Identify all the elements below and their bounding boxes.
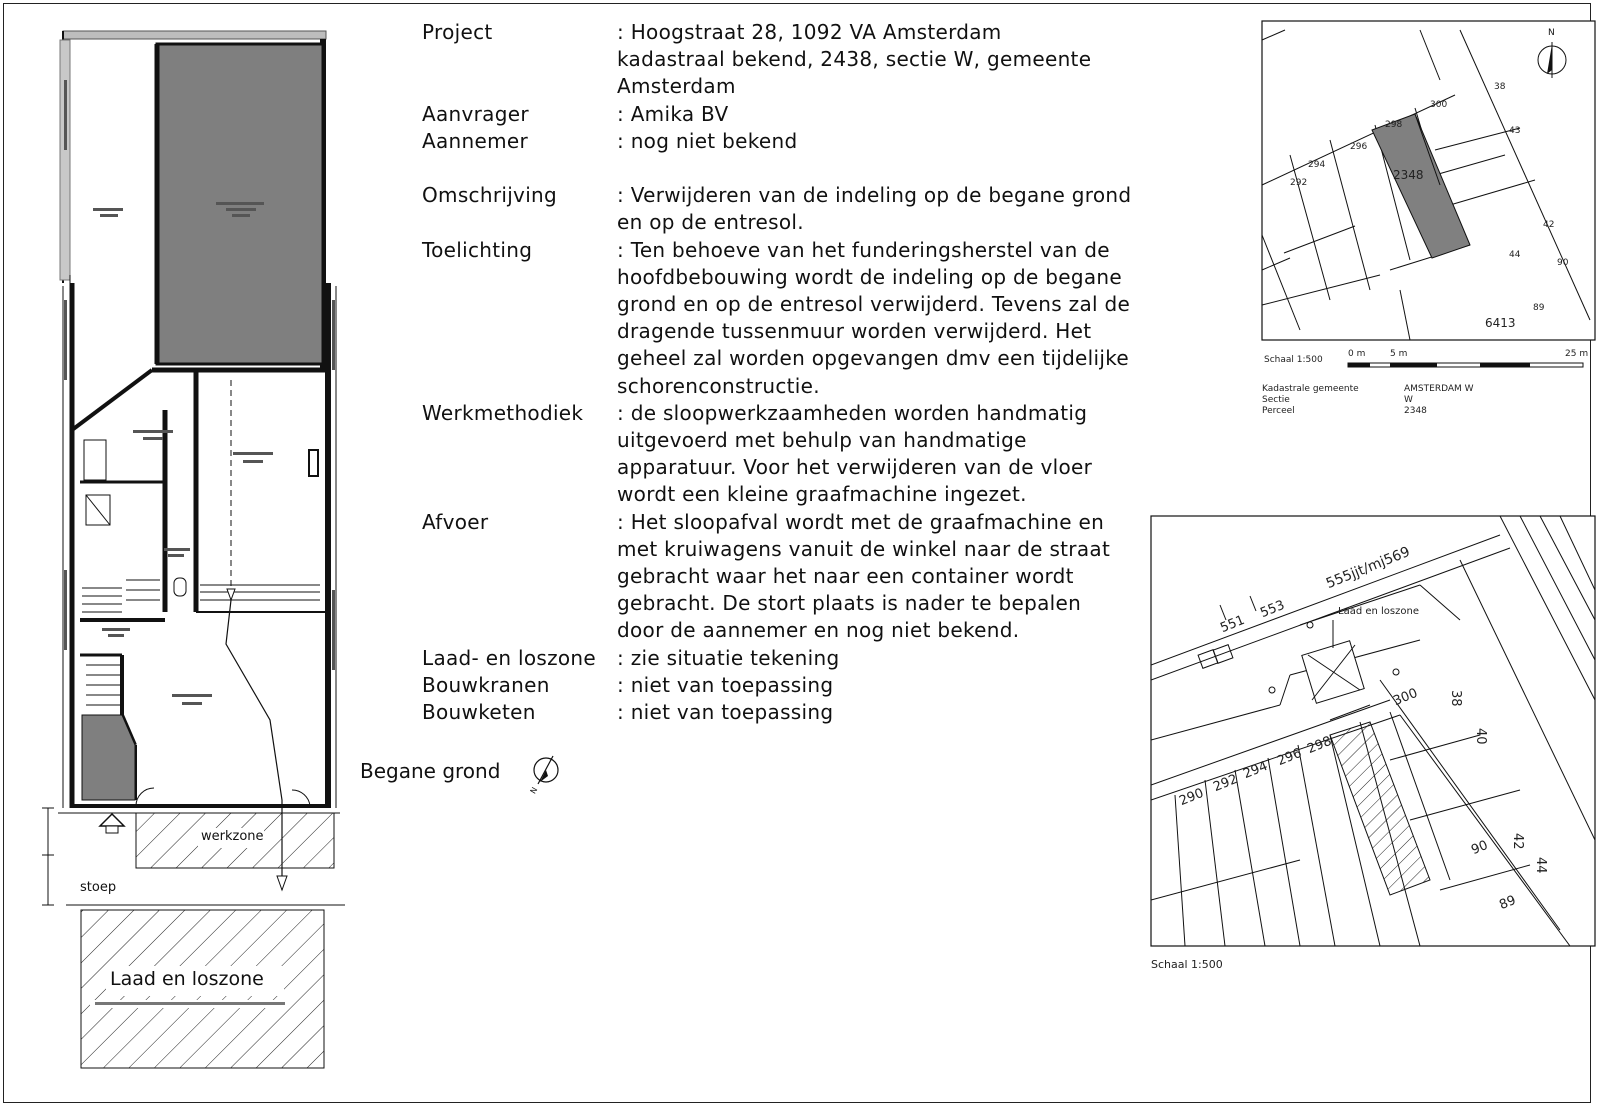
- spec-value: uitgevoerd met behulp van handmatige: [617, 428, 1027, 453]
- laad-zone-label: Laad en loszone: [110, 968, 264, 990]
- situatie-number: 553: [1258, 597, 1287, 622]
- kadaster-parcel-number: 89: [1533, 303, 1545, 313]
- kadaster-parcel-number: 300: [1430, 100, 1448, 110]
- spec-value: : Ten behoeve van het funderingsherstel van de: [617, 237, 1110, 262]
- kadaster-scale-label: Schaal 1:500: [1264, 355, 1323, 365]
- spec-label: Project: [422, 20, 493, 44]
- kadaster-parcel-number: 296: [1350, 142, 1368, 152]
- floorplan-caption: Begane grond: [360, 759, 501, 783]
- spec-value: : de sloopwerkzaamheden worden handmatig: [617, 400, 1088, 425]
- spec-value: : Hoogstraat 28, 1092 VA Amsterdam: [617, 20, 1002, 44]
- situatie-number: 292: [1211, 771, 1240, 796]
- kadaster-parcel-number: 43: [1509, 126, 1521, 136]
- kadaster-parcel-number: 2348: [1393, 168, 1424, 182]
- spec-value: : niet van toepassing: [617, 700, 834, 725]
- spec-label: Aannemer: [422, 128, 529, 153]
- kadaster-info-value: AMSTERDAM W: [1404, 384, 1474, 394]
- spec-label: Laad- en loszone: [422, 645, 596, 670]
- spec-label: Bouwkranen: [422, 672, 550, 697]
- situatie-street-label: 555jjt/mj569: [1323, 543, 1413, 593]
- spec-value: dragende tussenmuur worden verwijderd. Het: [617, 319, 1092, 344]
- kadaster-info-key: Kadastrale gemeente: [1262, 384, 1359, 394]
- floorplan-north-label: N: [528, 785, 540, 796]
- kadaster-north-label: N: [1548, 28, 1555, 38]
- situatie-number: 300: [1391, 685, 1420, 710]
- spec-value: apparatuur. Voor het verwijderen van de vloer: [617, 455, 1093, 480]
- spec-label: Toelichting: [422, 237, 533, 262]
- kadaster-info-key: Perceel: [1262, 406, 1295, 416]
- situatie-number: 42: [1510, 833, 1525, 850]
- spec-value: geheel zal worden opgevangen dmv een tijdelijke: [617, 346, 1130, 371]
- kadaster-scale-tick-0: 0 m: [1348, 349, 1366, 359]
- kadaster-info-key: Sectie: [1262, 395, 1290, 405]
- spec-label: Omschrijving: [422, 183, 558, 208]
- kadaster-parcel-number: 292: [1290, 178, 1308, 188]
- spec-value: : zie situatie tekening: [617, 645, 840, 670]
- spec-value: met kruiwagens vanuit de winkel naar de straat: [617, 536, 1111, 561]
- kadaster-parcel-number: 42: [1543, 220, 1555, 230]
- kadaster-info-value: 2348: [1404, 406, 1427, 416]
- spec-value: schorenconstructie.: [617, 373, 820, 398]
- situatie-number: 90: [1469, 837, 1491, 859]
- kadaster-parcel-number: 44: [1509, 250, 1521, 260]
- spec-value: kadastraal bekend, 2438, sectie W, gemeente: [617, 47, 1092, 72]
- spec-value: : Het sloopafval wordt met de graafmachine en: [617, 509, 1105, 534]
- spec-value: : nog niet bekend: [617, 128, 798, 153]
- stoep-label: stoep: [80, 880, 117, 895]
- spec-value: : niet van toepassing: [617, 672, 834, 697]
- situatie-number: 40: [1473, 728, 1488, 745]
- situatie-scale-label: Schaal 1:500: [1151, 958, 1223, 971]
- spec-value: : Amika BV: [617, 101, 729, 126]
- spec-value: : Verwijderen van de indeling op de begane grond: [617, 183, 1132, 208]
- kadaster-parcel-number: 294: [1308, 160, 1326, 170]
- situatie-number: 296: [1275, 745, 1304, 770]
- situatie-number: 38: [1448, 690, 1463, 707]
- werkzone-label: werkzone: [201, 829, 264, 844]
- situatie-number: 551: [1218, 612, 1247, 637]
- kadaster-info-value: W: [1404, 395, 1413, 405]
- spec-value: hoofdbebouwing wordt de indeling op de begane: [617, 264, 1123, 289]
- situatie-number: 294: [1241, 758, 1270, 783]
- spec-label: Werkmethodiek: [422, 400, 584, 425]
- kadaster-scale-tick-1: 5 m: [1390, 349, 1408, 359]
- kadaster-scale-tick-2: 25 m: [1565, 349, 1589, 359]
- kadaster-parcel-number: 6413: [1485, 316, 1516, 330]
- spec-value: gebracht. De stort plaats is nader te bepalen: [617, 591, 1082, 616]
- kadaster-parcel-number: 298: [1385, 120, 1403, 130]
- situatie-number: 290: [1177, 785, 1206, 810]
- situatie-laad-label: Laad en loszone: [1338, 606, 1419, 617]
- spec-label: Aanvrager: [422, 101, 529, 126]
- spec-value: grond en op de entresol verwijderd. Tevens zal de: [617, 292, 1131, 317]
- situatie-number: 298: [1305, 733, 1334, 758]
- kadaster-parcel-number: 38: [1494, 82, 1506, 92]
- spec-value: door de aannemer en nog niet bekend.: [617, 618, 1020, 643]
- spec-value: wordt een kleine graafmachine ingezet.: [617, 482, 1027, 507]
- situatie-number: 44: [1533, 857, 1548, 874]
- spec-value: Amsterdam: [617, 74, 736, 99]
- spec-value: en op de entresol.: [617, 210, 804, 235]
- spec-label: Afvoer: [422, 509, 489, 534]
- spec-value: gebracht waar het naar een container wordt: [617, 564, 1074, 589]
- spec-label: Bouwketen: [422, 700, 536, 725]
- situatie-number: 89: [1497, 892, 1519, 914]
- kadaster-parcel-number: 90: [1557, 258, 1569, 268]
